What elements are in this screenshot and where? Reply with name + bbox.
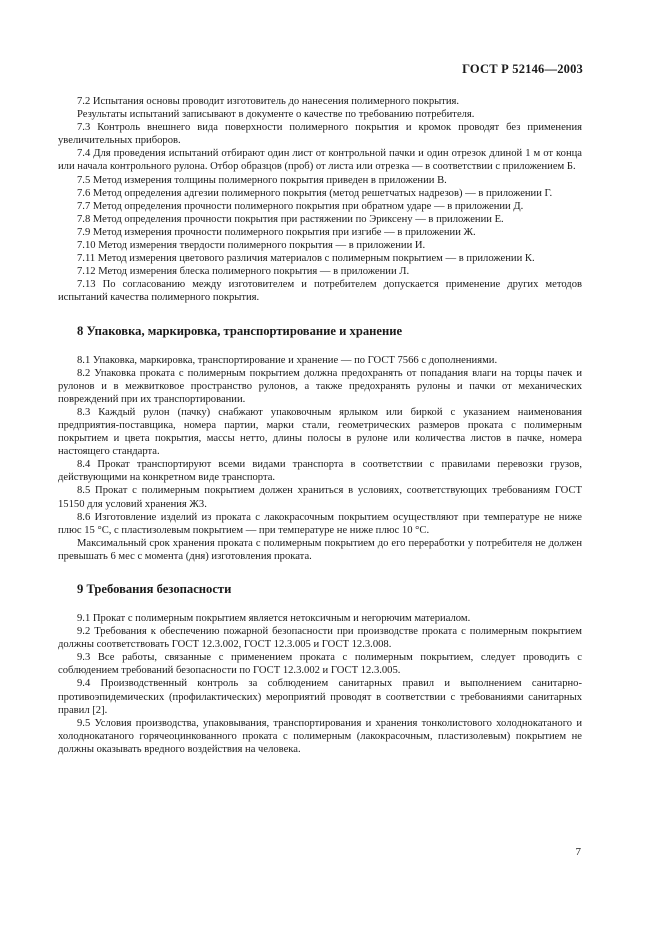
section-8-heading: 8 Упаковка, маркировка, транспортирование и хранение [77, 323, 403, 338]
paragraph-9-4: 9.4 Производственный контроль за соблюдением санитарных правил и выполнением санитарно-противоэпидемических (профилактических) мероприятий проводят в соответствии с требованиями санитарных правил [2]. [58, 678, 582, 716]
paragraph-7-7: 7.7 Метод определения прочности полимерного покрытия при обратном ударе — в приложении Д. [77, 200, 524, 212]
paragraph-8-1: 8.1 Упаковка, маркировка, транспортирование и хранение — по ГОСТ 7566 с дополнениями. [77, 354, 498, 366]
paragraph-8-6: 8.6 Изготовление изделий из проката с лакокрасочным покрытием осуществляют при температуре не ниже плюс 15 °С, с пластизолевым покрытием — при температуре не ниже плюс 10 °С. [58, 511, 582, 536]
paragraph-7-13: 7.13 По согласованию между изготовителем и потребителем допускается применение других методов испытаний качества полимерного покрытия. [58, 279, 582, 304]
paragraph-7-2: 7.2 Испытания основы проводит изготовитель до нанесения полимерного покрытия. [77, 96, 460, 107]
paragraph-7-6: 7.6 Метод определения адгезии полимерного покрытия (метод решетчатых надрезов) — в приложении Г. [77, 187, 553, 199]
paragraph-9-3: 9.3 Все работы, связанные с применением проката с полимерным покрытием, следует проводить с соблюдением требований безопасности по ГОСТ 12.3.002 и ГОСТ 12.3.005. [58, 652, 582, 677]
section-9-safety [58, 563, 582, 756]
paragraph-8-4: 8.4 Прокат транспортируют всеми видами транспорта в соответствии с правилами перевозки грузов, действующими на конкретном виде транспорта. [58, 459, 582, 484]
section-7-tests [58, 95, 582, 305]
paragraph-7-9: 7.9 Метод измерения прочности полимерного покрытия при изгибе — в приложении Ж. [77, 226, 476, 238]
paragraph-7-12: 7.12 Метод измерения блеска полимерного покрытия — в приложении Л. [77, 266, 410, 278]
standard-code: ГОСТ Р 52146—2003 [462, 62, 583, 76]
section-8-packaging [58, 305, 582, 564]
paragraph-9-5: 9.5 Условия производства, упаковывания, транспортирования и хранения тонколистового холоднокатаного и холоднокатаного горячеоцинкованного проката с полимерным (лакокрасочным, пластизолевым) покрытием не должны оказывать вредного воздействия на человека. [58, 717, 582, 755]
paragraph-8-3: 8.3 Каждый рулон (пачку) снабжают упаковочным ярлыком или биркой с указанием наименования предприятия-поставщика, номера партии, марки стали, геометрических размеров проката с полимерным покрытием и цвета покрытия, массы нетто, длины полосы в рулоне или количества листов в пачке, номера настоящего стандарта. [58, 406, 582, 458]
document-body [58, 95, 582, 756]
paragraph-7-10: 7.10 Метод измерения твердости полимерного покрытия — в приложении И. [77, 240, 426, 252]
paragraph-9-2: 9.2 Требования к обеспечению пожарной безопасности при производстве проката с полимерным покрытием должны соответствовать ГОСТ 12.3.002, ГОСТ 12.3.005 и ГОСТ 12.3.008. [58, 626, 582, 651]
paragraph-7-5: 7.5 Метод измерения толщины полимерного покрытия приведен в приложении В. [77, 174, 447, 186]
paragraph-7-2-results: Результаты испытаний записывают в документе о качестве по требованию потребителя. [77, 109, 475, 121]
paragraph-8-2: 8.2 Упаковка проката с полимерным покрытием должна предохранять от попадания влаги на торцы пачек и рулонов и в межвитковое пространство рулонов, а также предохранять рулоны и пачки от механических повреждений при их транспортировании. [58, 367, 582, 405]
paragraph-7-4: 7.4 Для проведения испытаний отбирают один лист от контрольной пачки и один отрезок длиной 1 м от конца или начала контрольного рулона. Отбор образцов (проб) от листа или отрезка — в соответствии с приложением Б. [58, 148, 582, 173]
paragraph-7-11: 7.11 Метод измерения цветового различия материалов с полимерным покрытием — в приложении К. [77, 253, 535, 265]
paragraph-9-1: 9.1 Прокат с полимерным покрытием является нетоксичным и негорючим материалом. [77, 613, 471, 624]
paragraph-7-3: 7.3 Контроль внешнего вида поверхности полимерного покрытия и кромок проводят без применения увеличительных приборов. [58, 122, 582, 147]
section-9-heading: 9 Требования безопасности [77, 582, 232, 596]
page-number: 7 [575, 846, 581, 858]
paragraph-7-8: 7.8 Метод определения прочности покрытия при растяжении по Эриксену — в приложении Е. [77, 213, 504, 225]
paragraph-8-5: 8.5 Прокат с полимерным покрытием должен храниться в условиях, соответствующих требованиям ГОСТ 15150 для условий хранения Ж3. [58, 485, 582, 510]
paragraph-8-6-storage: Максимальный срок хранения проката с полимерным покрытием до его переработки у потребителя не должен превышать 6 мес с момента (дня) изготовления проката. [58, 537, 582, 562]
